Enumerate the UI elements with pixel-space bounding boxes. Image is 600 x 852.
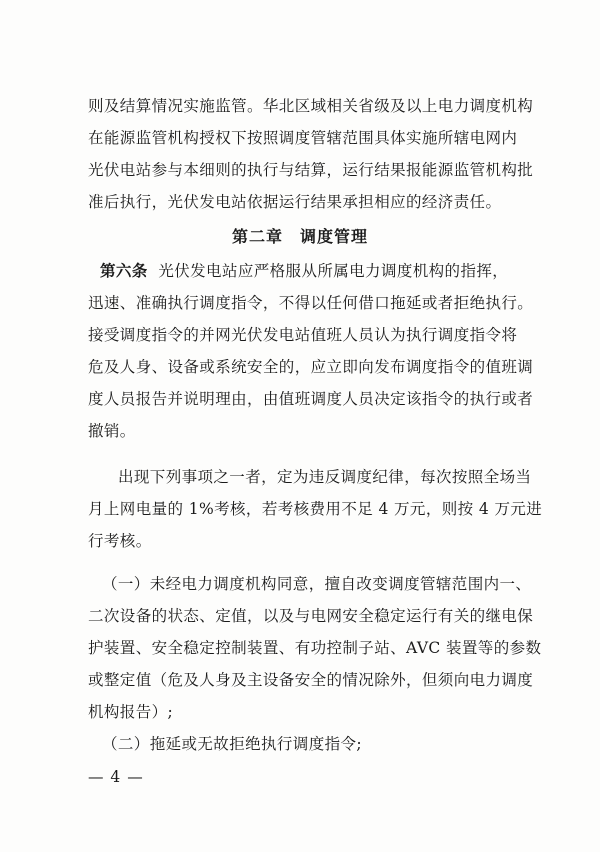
- text-line: 则及结算情况实施监管。华北区域相关省级及以上电力调度机构: [88, 97, 534, 115]
- text-line: 迅速、准确执行调度指令，不得以任何借口拖延或者拒绝执行。: [88, 294, 534, 312]
- text-line: 撤销。: [88, 422, 136, 440]
- text-line: 度人员报告并说明理由，由值班调度人员决定该指令的执行或者: [88, 390, 534, 408]
- text-line: 或整定值（危及人身及主设备安全的情况除外，但须向电力调度: [88, 671, 534, 689]
- text-line: 二次设备的状态、定值，以及与电网安全稳定运行有关的继电保: [88, 607, 534, 625]
- article-text: 光伏发电站应严格服从所属电力调度机构的指挥，: [158, 262, 509, 280]
- text-line: 接受调度指令的并网光伏发电站值班人员认为执行调度指令将: [88, 326, 518, 344]
- text-line: 行考核。: [88, 532, 152, 550]
- chapter-title: 第二章 调度管理: [231, 227, 368, 246]
- list-item-1: （一）未经电力调度机构同意，擅自改变调度管辖范围内一、: [102, 575, 532, 593]
- text-line: 光伏电站参与本细则的执行与结算，运行结果报能源监管机构批: [88, 161, 534, 179]
- page-number: — 4 —: [88, 768, 144, 786]
- list-item-2: （二）拖延或无故拒绝执行调度指令;: [102, 735, 363, 753]
- text-line: 出现下列事项之一者，定为违反调度纪律，每次按照全场当: [118, 468, 532, 486]
- text-line: 准后执行，光伏发电站依据运行结果承担相应的经济责任。: [88, 193, 502, 211]
- article-6-first-line: [100, 261, 508, 281]
- text-line: 机构报告）;: [88, 703, 174, 721]
- text-line: 在能源监管机构授权下按照调度管辖范围具体实施所辖电网内: [88, 129, 518, 147]
- article-label: 第六条: [100, 262, 148, 280]
- text-line: 护装置、安全稳定控制装置、有功控制子站、AVC 装置等的参数: [88, 639, 542, 657]
- text-line: 月上网电量的 1%考核，若考核费用不足 4 万元，则按 4 万元进: [88, 500, 543, 518]
- text-line: 危及人身、设备或系统安全的，应立即向发布调度指令的值班调: [88, 358, 534, 376]
